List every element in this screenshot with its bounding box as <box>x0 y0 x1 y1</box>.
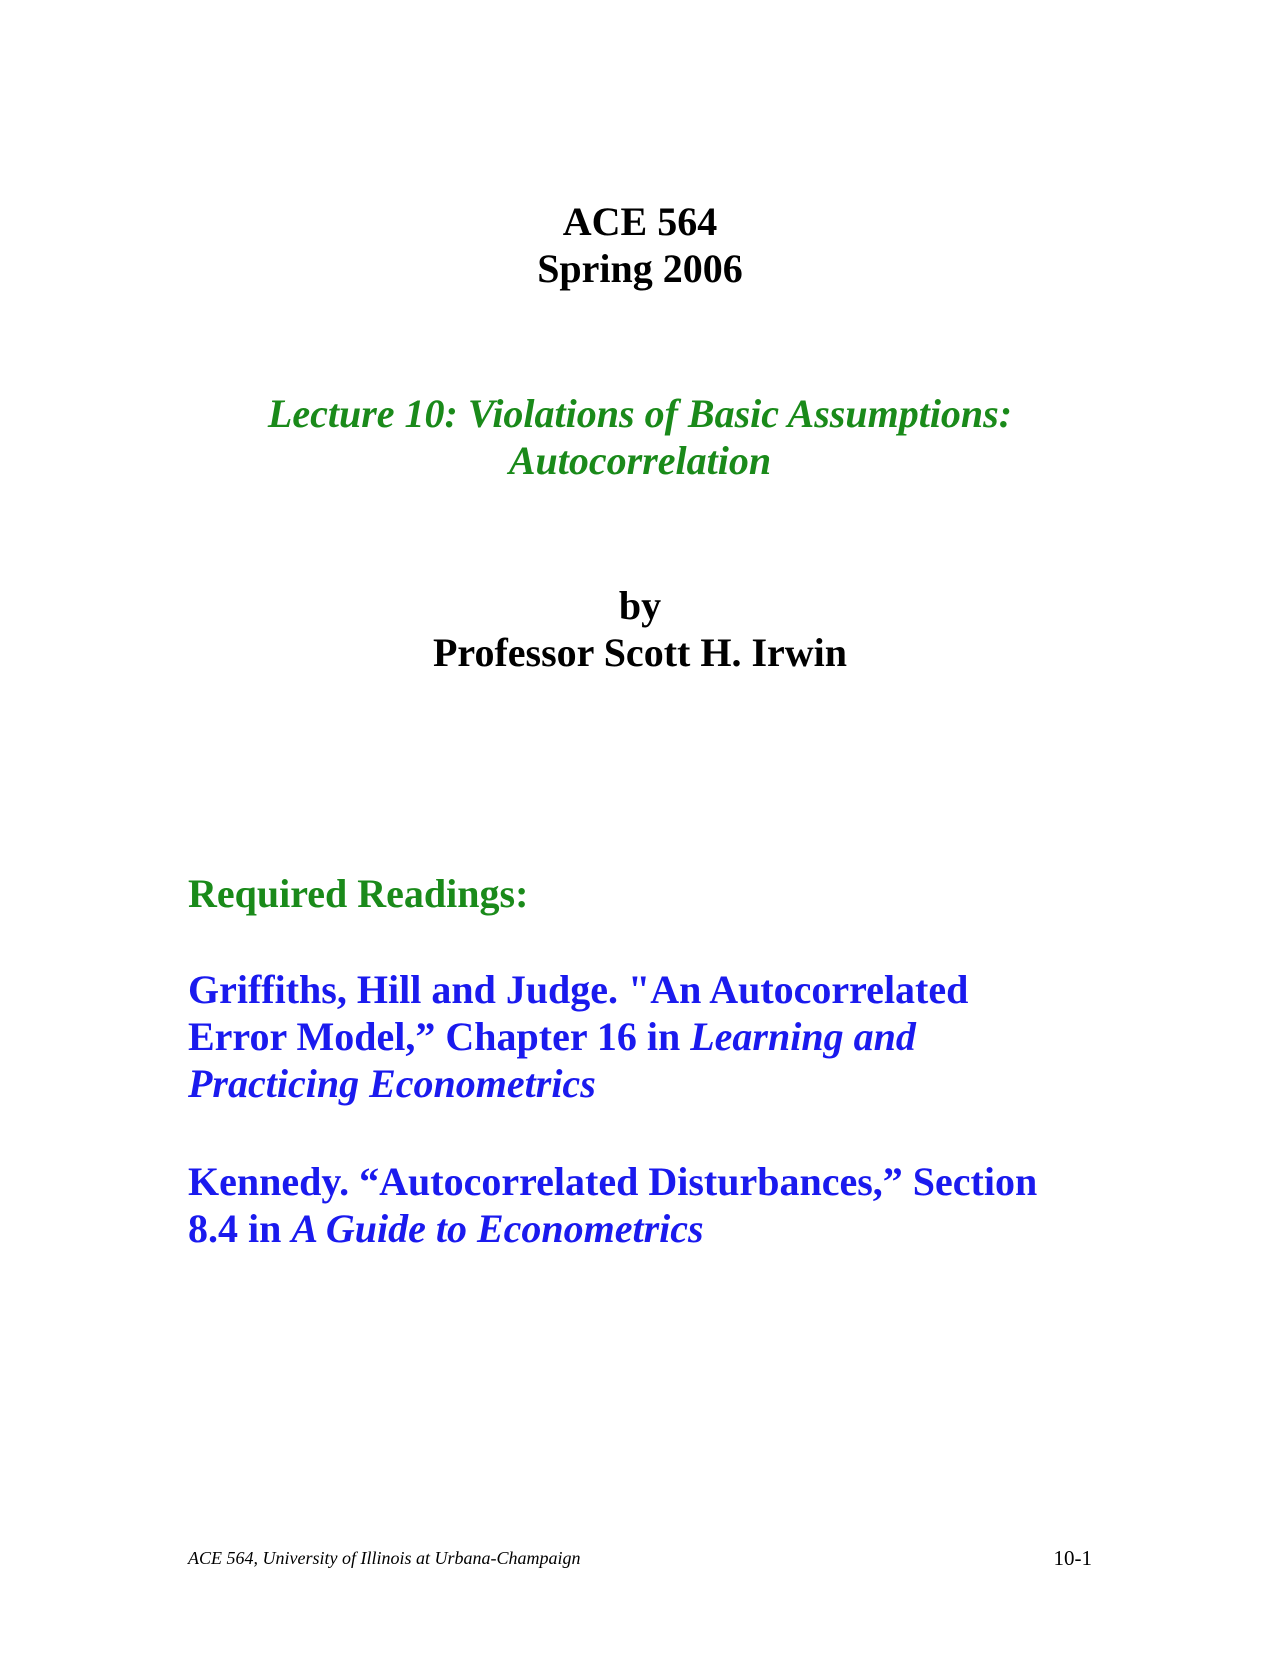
reading-item <box>188 1158 1108 1252</box>
reading-1-book-title-part-2: Practicing Econometrics <box>188 1061 596 1106</box>
course-term: Spring 2006 <box>537 246 743 291</box>
course-title: ACE 564 <box>562 199 718 244</box>
reading-2-line-1: Kennedy. “Autocorrelated Disturbances,” Section <box>188 1159 1038 1204</box>
author-by: by <box>618 583 662 628</box>
page-number: 10-1 <box>1053 1546 1092 1570</box>
reading-1-line-2 <box>188 1013 1108 1060</box>
author-block <box>0 582 1280 676</box>
reading-2-line-2 <box>188 1205 1108 1252</box>
course-header <box>0 198 1280 292</box>
reading-item <box>188 966 1108 1107</box>
lecture-title <box>0 390 1280 484</box>
author-name: Professor Scott H. Irwin <box>432 630 848 675</box>
reading-2-line-2-plain: 8.4 in <box>188 1206 292 1251</box>
lecture-title-line-1: Lecture 10: Violations of Basic Assumptions: <box>267 391 1013 436</box>
lecture-title-line-2: Autocorrelation <box>508 438 772 483</box>
readings-heading: Required Readings: <box>188 871 529 916</box>
reading-1-book-title-part-1: Learning and <box>690 1014 916 1059</box>
footer-course-info: ACE 564, University of Illinois at Urbana-Champaign <box>188 1548 581 1568</box>
reading-2-book-title: A Guide to Econometrics <box>291 1206 704 1251</box>
reading-1-line-2-plain: Error Model,” Chapter 16 in <box>188 1014 691 1059</box>
reading-1-line-1: Griffiths, Hill and Judge. "An Autocorrelated <box>188 967 969 1012</box>
